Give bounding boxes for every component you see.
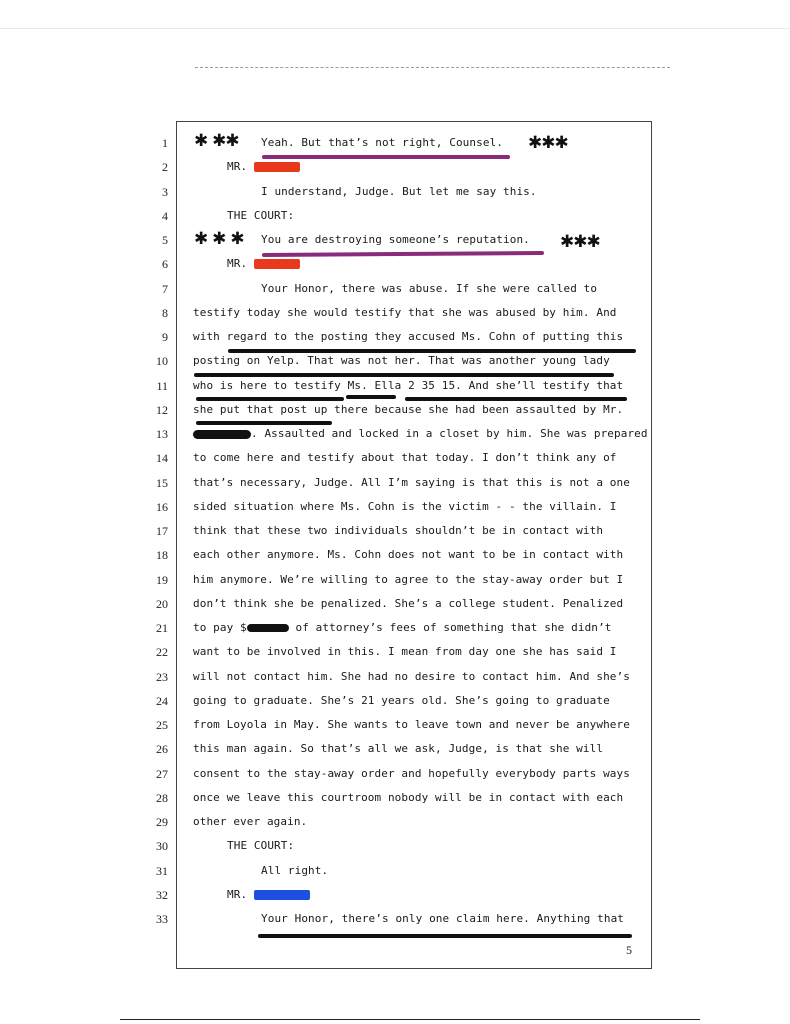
speaker-court: THE COURT: xyxy=(227,208,295,222)
line-number: 9 xyxy=(162,330,168,344)
transcript-line: posting on Yelp. That was not her. That was another young lady xyxy=(193,354,610,368)
line-number: 10 xyxy=(156,354,168,369)
line-number: 12 xyxy=(156,402,168,417)
line-number: 30 xyxy=(156,839,168,854)
speaker-mr: MR. xyxy=(227,257,248,271)
transcript-line: want to be involved in this. I mean from day one she has said I xyxy=(193,645,617,659)
header-dashed-line xyxy=(195,67,670,68)
transcript-line: other ever again. xyxy=(193,815,308,828)
transcript-line xyxy=(193,204,643,228)
redaction-red xyxy=(254,162,300,172)
line-number: 33 xyxy=(156,912,168,926)
line-number: 28 xyxy=(156,790,168,805)
marker-underline xyxy=(196,421,332,425)
line-number: 14 xyxy=(156,451,168,466)
page-number: 5 xyxy=(626,943,632,957)
marker-underline xyxy=(228,349,636,353)
scan-edge-line xyxy=(0,28,790,29)
marker-underline xyxy=(194,373,614,377)
transcript-line: that’s necessary, Judge. All I’m saying is that this is not a one xyxy=(193,475,630,489)
asterisk-marks: ✱ ✱ ✱ xyxy=(194,229,244,249)
marker-underline xyxy=(346,395,396,399)
line-number: 4 xyxy=(162,208,168,223)
redaction-black xyxy=(247,624,289,632)
line-number: 11 xyxy=(156,378,168,393)
transcript-line: All right. xyxy=(261,863,329,877)
transcript-line: think that these two individuals shouldn’t be in contact with xyxy=(193,524,604,537)
line-number: 7 xyxy=(162,281,168,296)
line-number: 18 xyxy=(156,548,168,563)
speaker-court: THE COURT: xyxy=(227,839,295,853)
transcript-line: this man again. So that’s all we ask, Judge, is that she will xyxy=(193,742,604,756)
transcript-line: . Assaulted and locked in a closet by him. She was prepared xyxy=(193,422,643,446)
asterisk-marks: ✱✱✱ xyxy=(560,232,600,252)
transcript-line: will not contact him. She had no desire to contact him. And she’s xyxy=(193,669,630,683)
transcript-line: with regard to the posting they accused Ms. Cohn of putting this xyxy=(193,330,624,343)
line-number: 21 xyxy=(156,621,168,635)
transcript-line: him anymore. We’re willing to agree to the stay-away order but I xyxy=(193,572,624,586)
marker-underline xyxy=(405,397,627,401)
transcript-line: You are destroying someone’s reputation. xyxy=(261,233,530,246)
line-number: 15 xyxy=(156,475,168,490)
speaker-mr: MR. xyxy=(227,887,248,901)
transcript-line: who is here to testify Ms. Ella 2 35 15. And she’ll testify that xyxy=(193,378,624,392)
transcript-line: consent to the stay-away order and hopefully everybody parts ways xyxy=(193,766,630,780)
asterisk-marks: ✱ ✱✱ xyxy=(194,131,239,151)
line-number: 1 xyxy=(162,136,168,150)
line-number: 17 xyxy=(156,524,168,538)
transcript-line: once we leave this courtroom nobody will be in contact with each xyxy=(193,790,624,804)
transcript-line: to come here and testify about that today. I don’t think any of xyxy=(193,451,617,465)
line-number: 13 xyxy=(156,427,168,441)
transcript-line: she put that post up there because she had been assaulted by Mr. xyxy=(193,402,624,416)
transcript-line: Yeah. But that’s not right, Counsel. xyxy=(261,136,504,149)
transcript-line: to pay $ of attorney’s fees of something that she didn’t xyxy=(193,621,612,634)
transcript-line: from Loyola in May. She wants to leave town and never be anywhere xyxy=(193,718,630,731)
line-number: 26 xyxy=(156,742,168,757)
transcript-line: Your Honor, there was abuse. If she were called to xyxy=(261,281,598,295)
line-number: 3 xyxy=(162,184,168,199)
line-number: 2 xyxy=(162,160,168,175)
transcript-line xyxy=(193,883,643,907)
line-number: 25 xyxy=(156,718,168,732)
transcript-line: sided situation where Ms. Cohn is the victim - - the villain. I xyxy=(193,499,617,513)
line-number: 8 xyxy=(162,305,168,320)
line-number: 32 xyxy=(156,887,168,902)
marker-underline xyxy=(196,397,344,401)
line-number: 24 xyxy=(156,693,168,708)
line-number: 5 xyxy=(162,233,168,247)
redaction-blue xyxy=(254,890,310,900)
transcript-line: I understand, Judge. But let me say this. xyxy=(261,184,537,198)
transcript-line: testify today she would testify that she was abused by him. And xyxy=(193,305,617,319)
transcript-line: going to graduate. She’s 21 years old. She’s going to graduate xyxy=(193,693,610,707)
transcript-line xyxy=(193,834,643,858)
line-number: 22 xyxy=(156,645,168,660)
line-number: 23 xyxy=(156,669,168,684)
line-number: 29 xyxy=(156,815,168,829)
redaction-black xyxy=(193,430,251,439)
transcript-line: each other anymore. Ms. Cohn does not want to be in contact with xyxy=(193,548,624,562)
marker-underline xyxy=(258,934,632,938)
transcript-line: Your Honor, there’s only one claim here. Anything that xyxy=(261,912,625,925)
line-number: 16 xyxy=(156,499,168,514)
line-number-column xyxy=(140,131,168,931)
purple-underline xyxy=(262,155,510,159)
line-number: 20 xyxy=(156,596,168,611)
transcript-line: don’t think she be penalized. She’s a college student. Penalized xyxy=(193,596,624,610)
scan-bottom-line xyxy=(120,1019,700,1020)
redaction-red xyxy=(254,259,300,269)
line-number: 27 xyxy=(156,766,168,781)
line-number: 31 xyxy=(156,863,168,878)
line-number: 19 xyxy=(156,572,168,587)
line-number: 6 xyxy=(162,257,168,272)
asterisk-marks: ✱✱✱ xyxy=(528,133,568,153)
speaker-mr: MR. xyxy=(227,160,248,174)
